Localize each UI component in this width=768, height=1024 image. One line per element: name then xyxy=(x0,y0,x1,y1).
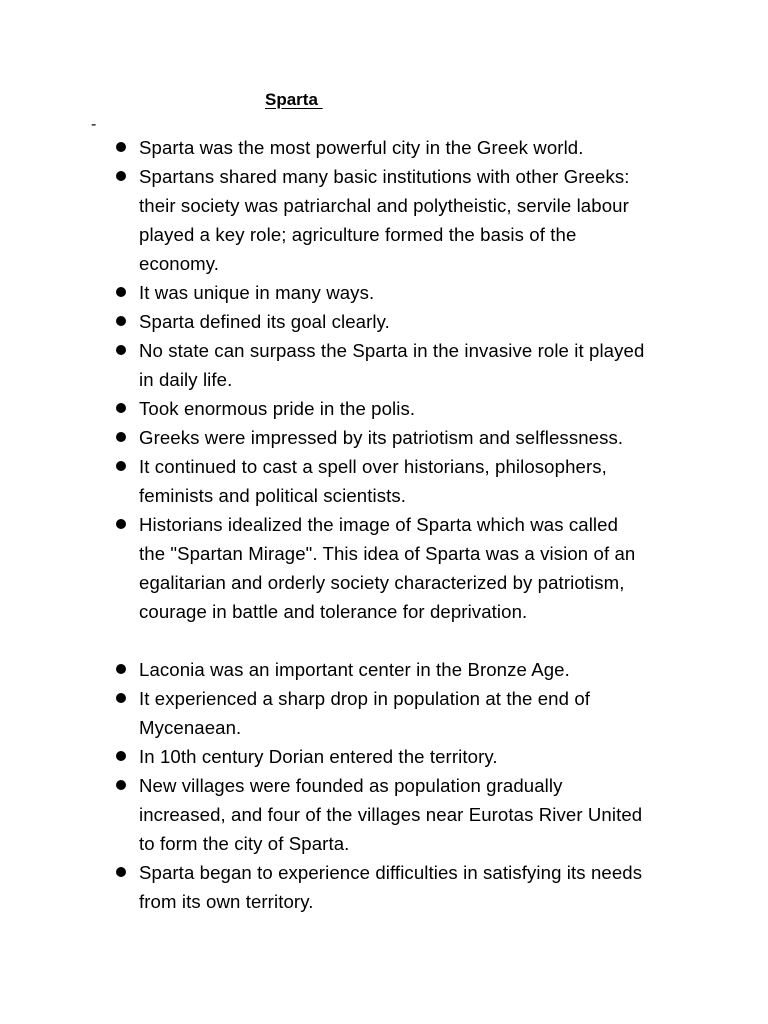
bullet-list xyxy=(0,133,768,916)
bullet-text: New villages were founded as population gradually increased, and four of the villages near Eurotas River United to form the city of Sparta. xyxy=(139,775,643,854)
bullet-item xyxy=(0,510,768,626)
bullet-dot-icon xyxy=(116,432,126,442)
bullet-dot-icon xyxy=(116,403,126,413)
bullet-item xyxy=(0,452,768,510)
bullet-dot-icon xyxy=(116,345,126,355)
bullet-text: It was unique in many ways. xyxy=(139,282,375,303)
bullet-text: Sparta was the most powerful city in the Greek world. xyxy=(139,137,584,158)
bullet-text: Laconia was an important center in the Bronze Age. xyxy=(139,659,570,680)
bullet-text: In 10th century Dorian entered the territory. xyxy=(139,746,498,767)
bullet-dot-icon xyxy=(116,664,126,674)
bullet-dot-icon xyxy=(116,519,126,529)
bullet-text: Sparta began to experience difficulties in satisfying its needs from its own territory. xyxy=(139,862,643,912)
bullet-dot-icon xyxy=(116,780,126,790)
bullet-dot-icon xyxy=(116,142,126,152)
bullet-dot-icon xyxy=(116,867,126,877)
bullet-text: Sparta defined its goal clearly. xyxy=(139,311,390,332)
bullet-item xyxy=(0,307,768,336)
bullet-item xyxy=(0,655,768,684)
bullet-text: It experienced a sharp drop in population at the end of Mycenaean. xyxy=(139,688,591,738)
bullet-item xyxy=(0,684,768,742)
bullet-text: It continued to cast a spell over historians, philosophers, feminists and political scientists. xyxy=(139,456,607,506)
bullet-dot-icon xyxy=(116,171,126,181)
bullet-dot-icon xyxy=(116,461,126,471)
bullet-item xyxy=(0,423,768,452)
bullet-item xyxy=(0,278,768,307)
bullet-dot-icon xyxy=(116,287,126,297)
bullet-text: Took enormous pride in the polis. xyxy=(139,398,416,419)
bullet-text: No state can surpass the Sparta in the invasive role it played in daily life. xyxy=(139,340,645,390)
bullet-item xyxy=(0,742,768,771)
bullet-text: Historians idealized the image of Sparta which was called the "Spartan Mirage". This idea of Sparta was a vision of an egalitarian and orderly society characterized by patriotism, courage in battle and tolerance for deprivation. xyxy=(139,514,636,622)
margin-dash-mark: - xyxy=(91,116,97,133)
bullet-item xyxy=(0,336,768,394)
bullet-dot-icon xyxy=(116,693,126,703)
bullet-item xyxy=(0,771,768,858)
bullet-dot-icon xyxy=(116,751,126,761)
bullet-dot-icon xyxy=(116,316,126,326)
bullet-text: Spartans shared many basic institutions with other Greeks: their society was patriarchal and polytheistic, servile labour played a key role; agriculture formed the basis of the economy. xyxy=(139,166,630,274)
bullet-item xyxy=(0,162,768,278)
bullet-item xyxy=(0,858,768,916)
bullet-item xyxy=(0,394,768,423)
bullet-text: Greeks were impressed by its patriotism and selflessness. xyxy=(139,427,624,448)
bullet-item xyxy=(0,133,768,162)
document-title: Sparta xyxy=(265,90,323,109)
